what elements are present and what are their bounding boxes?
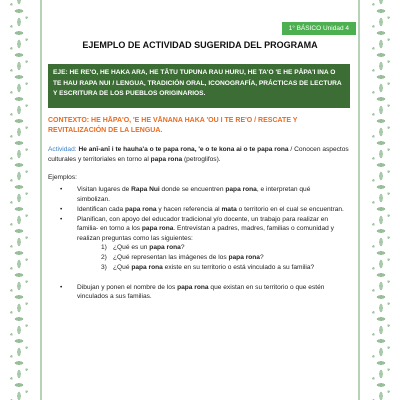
- actividad-es-bold: papa rona: [150, 155, 183, 163]
- question-item: 2) ¿Qué representan las imágenes de los papa rona?: [101, 254, 264, 261]
- actividad-label: Actividad:: [48, 146, 77, 153]
- ejemplos-list: [52, 185, 344, 302]
- ejemplos-label: Ejemplos:: [48, 174, 77, 181]
- list-item: • Identifican cada papa rona y hacen referencia al mata o territorio en el cual se encuentran.: [52, 205, 344, 215]
- question-list: [77, 243, 344, 273]
- document-title: EJEMPLO DE ACTIVIDAD SUGERIDA DEL PROGRAMA: [82, 40, 318, 50]
- eje-banner: EJE: HE RE'O, HE HAKA ARA, HE TĀTU TUPUNA RAU HURU, HE TA'O 'E HE PĀPA'I INA O TE HAU RAPA NUI / LENGUA, TRADICIÓN ORAL, ICONOGRAFÍA, PRÁCTICAS DE LECTURA Y ESCRITURA DE LOS PUEBLOS ORIGINARIOS.: [48, 64, 350, 108]
- question-item: 3) ¿Qué papa rona existe en su territorio o está vinculado a su familia?: [101, 264, 315, 271]
- right-decorative-border: [362, 0, 400, 400]
- actividad-es-post: (petroglifos).: [182, 155, 221, 163]
- right-border-line: [358, 0, 360, 400]
- left-border-line: [40, 0, 42, 400]
- list-item: • Planifican, con apoyo del educador tradicional y/o docente, un trabajo para realizar en familia- en torno a los papa rona. Entrevistan a padres, madres, familias o comunidad y realizan preguntas como las siguientes: 1) ¿Qué es un papa rona? 2) ¿Qué representan las imágenes de los papa rona? 3) ¿Qué papa rona existe en su territorio o está vinculado a su familia?: [52, 215, 344, 283]
- actividad-separator: /: [288, 146, 295, 153]
- actividad-paragraph: [48, 145, 350, 164]
- contexto-heading: CONTEXTO: HE HĀPA'O, 'E HE VĀNANA HAKA 'OU I TE RE'O / RESCATE Y REVITALIZACIÓN DE LA LENGUA.: [48, 117, 298, 134]
- actividad-rapa-text: He anī-anī i te hauha'a o te papa rona, 'e o te kona ai o te papa rona: [78, 146, 289, 153]
- list-item: • Visitan lugares de Rapa Nui donde se encuentren papa rona, e interpretan qué simbolizan.: [52, 185, 344, 204]
- question-item: 1) ¿Qué es un papa rona?: [101, 244, 185, 251]
- unit-badge: 1° BÁSICO Unidad 4: [282, 22, 356, 35]
- actividad-es-text: Conocen aspectos culturales y territoriales en torno al: [48, 146, 349, 163]
- list-item: • Dibujan y ponen el nombre de los papa rona que existan en su territorio o que estén vinculados a sus familias.: [52, 283, 344, 302]
- left-decorative-border: [0, 0, 38, 400]
